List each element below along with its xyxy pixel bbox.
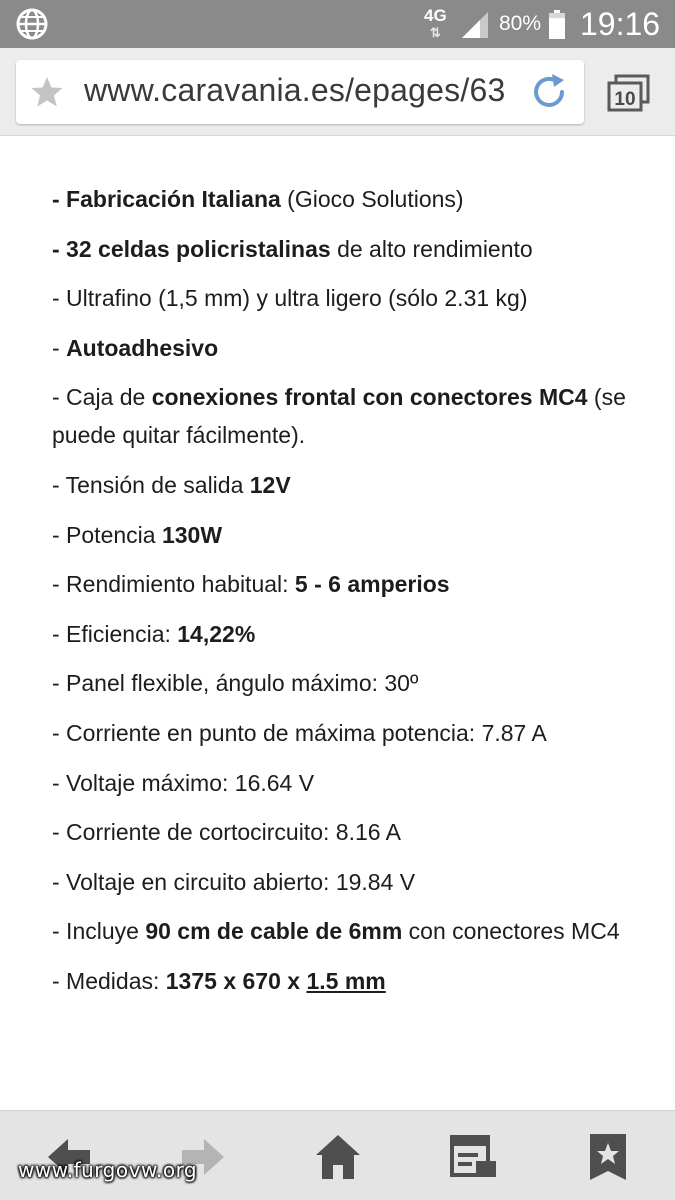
spec-text: - Voltaje máximo: 16.64 V	[52, 769, 315, 796]
spec-text: (se puede quitar fácilmente).	[52, 384, 626, 449]
spec-line	[52, 764, 652, 802]
network-indicator	[424, 6, 452, 42]
spec-line	[52, 813, 652, 851]
spec-text-bold: - Fabricación Italiana	[52, 186, 281, 212]
signal-icon	[460, 10, 490, 40]
watermark: www.furgovw.org	[18, 1158, 198, 1182]
spec-text: (Gioco Solutions)	[280, 186, 464, 212]
spec-line	[52, 279, 652, 317]
browser-toolbar	[0, 48, 675, 136]
spec-line	[52, 962, 652, 1000]
spec-text: - Tensión de salida	[52, 471, 250, 498]
spec-line	[52, 329, 652, 367]
spec-text-bold: 1375 x 670 x	[165, 967, 307, 994]
spec-text-bold: 90 cm de cable de 6mm	[145, 918, 403, 945]
spec-text: - Caja de	[52, 384, 152, 411]
spec-text: - Eficiencia:	[52, 620, 178, 647]
spec-text-bold: 14,22%	[177, 620, 256, 647]
battery-percent: 80%	[499, 12, 542, 35]
spec-text-bold: 12V	[249, 471, 291, 498]
bookmark-star-icon[interactable]	[30, 75, 64, 109]
data-arrows-icon: ⇅	[430, 25, 441, 40]
spec-text: -	[52, 334, 67, 361]
spec-text: con conectores MC4	[402, 918, 620, 945]
spec-line	[52, 863, 652, 901]
spec-text-bold: Autoadhesivo	[66, 334, 219, 361]
spec-text: - Ultrafino (1,5 mm) y ultra ligero (sólo 2.31 kg)	[52, 285, 528, 312]
spec-text-bold: 5 - 6 amperios	[294, 571, 450, 598]
spec-line	[52, 466, 652, 504]
tab-count: 10	[614, 89, 636, 110]
page-content	[52, 180, 652, 1012]
bottom-navigation	[0, 1110, 675, 1200]
spec-text: - Potencia	[52, 521, 162, 548]
spec-text: - Corriente en punto de máxima potencia: 7.87 A	[52, 719, 547, 746]
network-type: 4G	[424, 6, 447, 25]
reload-icon[interactable]	[528, 71, 570, 113]
spec-text: - Medidas:	[52, 967, 166, 994]
globe-icon	[16, 8, 48, 40]
spec-line	[52, 664, 652, 702]
spec-line	[52, 714, 652, 752]
clock: 19:16	[580, 6, 661, 42]
spec-text: - Voltaje en circuito abierto: 19.84 V	[52, 868, 416, 895]
spec-text-bold: - 32 celdas policristalinas	[52, 235, 331, 262]
address-bar[interactable]	[16, 60, 584, 124]
spec-line	[52, 516, 652, 554]
spec-text: - Panel flexible, ángulo máximo: 30º	[52, 670, 419, 697]
url-text[interactable]: www.caravania.es/epages/63	[84, 72, 506, 108]
spec-text: - Rendimiento habitual:	[52, 571, 295, 598]
spec-text: - Corriente de cortocircuito: 8.16 A	[52, 819, 401, 846]
battery-icon	[548, 10, 566, 40]
spec-text: de alto rendimiento	[330, 235, 533, 262]
spec-line	[52, 378, 652, 454]
spec-text-bold: 130W	[161, 521, 223, 548]
saved-pages-icon[interactable]	[448, 1131, 500, 1183]
spec-line	[52, 565, 652, 603]
spec-text-bold: conexiones frontal con conectores MC4	[151, 384, 588, 411]
spec-line	[52, 912, 652, 950]
spec-text-bold	[306, 968, 385, 994]
bookmark-star-icon[interactable]	[582, 1131, 634, 1183]
tabs-icon[interactable]	[606, 74, 652, 112]
spec-line	[52, 180, 652, 218]
spec-line	[52, 615, 652, 653]
spec-text: - Incluye	[52, 918, 146, 945]
status-bar	[0, 0, 675, 48]
spec-text-underlined: 1.5 mm	[306, 967, 386, 994]
spec-line	[52, 230, 652, 268]
home-icon[interactable]	[312, 1131, 364, 1183]
